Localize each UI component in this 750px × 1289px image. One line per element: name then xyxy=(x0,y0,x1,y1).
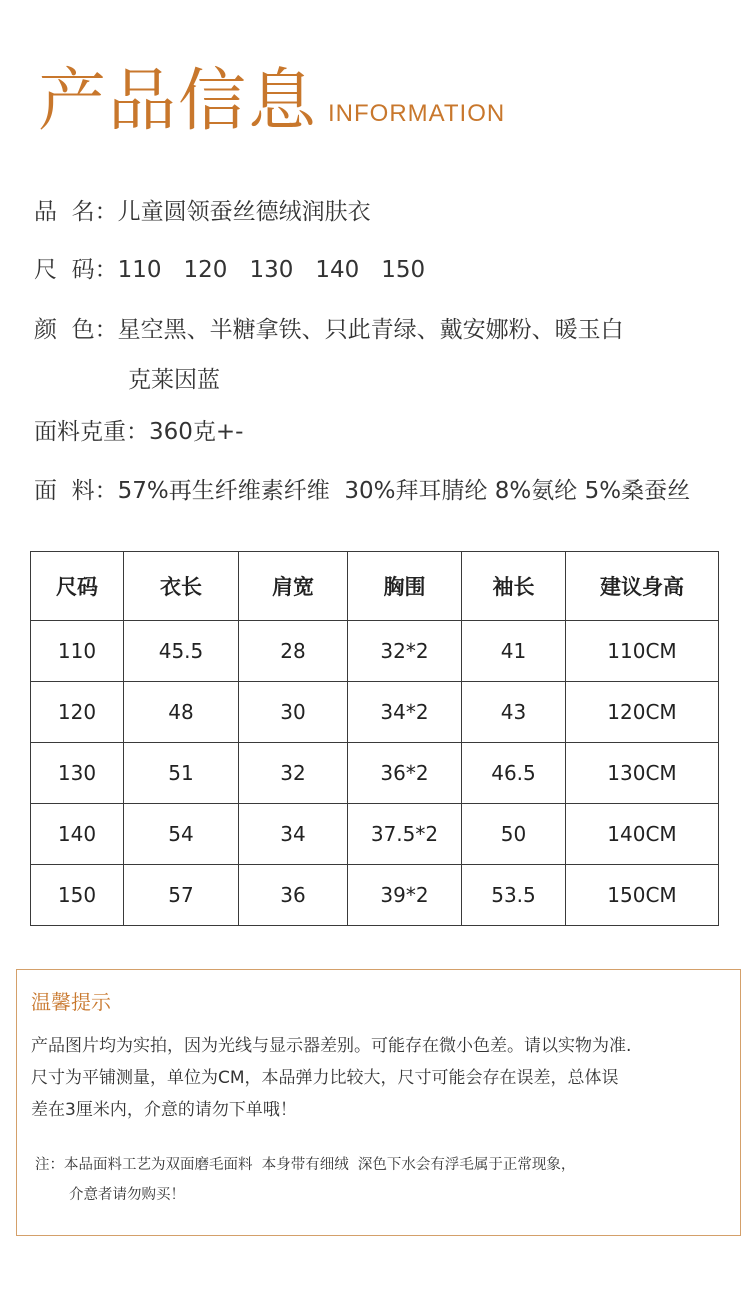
table-cell: 51 xyxy=(124,743,239,804)
table-cell: 34*2 xyxy=(348,682,462,743)
table-cell: 37.5*2 xyxy=(348,804,462,865)
table-row xyxy=(31,804,719,865)
table-cell: 54 xyxy=(124,804,239,865)
column-header: 肩宽 xyxy=(239,552,348,621)
column-header: 建议身高 xyxy=(566,552,719,621)
size-row xyxy=(34,251,447,284)
table-cell: 140CM xyxy=(566,804,719,865)
table-cell: 41 xyxy=(462,621,566,682)
table-row xyxy=(31,865,719,926)
table-cell: 36*2 xyxy=(348,743,462,804)
table-cell: 43 xyxy=(462,682,566,743)
column-header: 尺码 xyxy=(31,552,124,621)
product-name-row xyxy=(34,193,371,226)
table-cell: 110CM xyxy=(566,621,719,682)
weight-value: 360克+- xyxy=(149,419,244,445)
size-label: 尺 码： xyxy=(34,257,118,283)
fabric-note xyxy=(35,1150,575,1210)
product-name-label: 品 名： xyxy=(34,199,118,225)
size-value: 140 xyxy=(315,257,360,283)
column-header: 袖长 xyxy=(462,552,566,621)
warm-tips-line: 差在3厘米内，介意的请勿下单哦！ xyxy=(31,1100,297,1120)
fabric-note-line: 介意者请勿购买！ xyxy=(69,1187,185,1203)
color-value: 星空黑、半糖拿铁、只此青绿、戴安娜粉、暖玉白 xyxy=(117,317,624,343)
warm-tips-line: 产品图片均为实拍，因为光线与显示器差别。可能存在微小色差。请以实物为准. xyxy=(31,1036,632,1056)
fabric-row xyxy=(34,472,690,505)
table-row xyxy=(31,621,719,682)
table-cell: 34 xyxy=(239,804,348,865)
table-cell: 50 xyxy=(462,804,566,865)
table-cell: 32 xyxy=(239,743,348,804)
table-cell: 36 xyxy=(239,865,348,926)
color-label: 颜 色： xyxy=(34,317,118,343)
warm-tips-title: 温馨提示 xyxy=(31,990,111,1014)
table-cell: 48 xyxy=(124,682,239,743)
table-cell: 150 xyxy=(31,865,124,926)
size-value: 150 xyxy=(381,257,426,283)
table-cell: 45.5 xyxy=(124,621,239,682)
weight-row xyxy=(34,413,243,446)
fabric-note-line: 注：本品面料工艺为双面磨毛面料 本身带有细绒 深色下水会有浮毛属于正常现象， xyxy=(35,1157,576,1173)
table-cell: 120CM xyxy=(566,682,719,743)
table-row xyxy=(31,682,719,743)
table-cell: 120 xyxy=(31,682,124,743)
fabric-value: 57%再生纤维素纤维 30%拜耳腈纶 8%氨纶 5%桑蚕丝 xyxy=(117,478,691,504)
size-value: 120 xyxy=(183,257,228,283)
table-cell: 32*2 xyxy=(348,621,462,682)
page-subtitle: INFORMATION xyxy=(328,100,506,127)
column-header: 衣长 xyxy=(124,552,239,621)
size-value: 110 xyxy=(117,257,162,283)
table-cell: 57 xyxy=(124,865,239,926)
table-cell: 28 xyxy=(239,621,348,682)
page-header xyxy=(38,58,506,141)
column-header: 胸围 xyxy=(348,552,462,621)
product-name-value: 儿童圆领蚕丝德绒润肤衣 xyxy=(117,199,371,225)
table-cell: 46.5 xyxy=(462,743,566,804)
color-row-continued xyxy=(128,361,220,394)
table-cell: 53.5 xyxy=(462,865,566,926)
warm-tips-box xyxy=(16,969,741,1236)
table-cell: 130CM xyxy=(566,743,719,804)
table-cell: 150CM xyxy=(566,865,719,926)
size-chart-table xyxy=(30,551,719,926)
table-row xyxy=(31,743,719,804)
warm-tips-body xyxy=(31,1030,736,1126)
table-cell: 30 xyxy=(239,682,348,743)
weight-label: 面料克重： xyxy=(34,419,149,445)
table-cell: 39*2 xyxy=(348,865,462,926)
table-cell: 140 xyxy=(31,804,124,865)
warm-tips-line: 尺寸为平铺测量，单位为CM，本品弹力比较大，尺寸可能会存在误差，总体误 xyxy=(31,1068,619,1088)
table-header-row xyxy=(31,552,719,621)
table-cell: 110 xyxy=(31,621,124,682)
table-cell: 130 xyxy=(31,743,124,804)
size-values xyxy=(118,257,448,283)
page-title: 产品信息 xyxy=(38,62,319,141)
fabric-label: 面 料： xyxy=(34,478,118,504)
color-value-2: 克莱因蓝 xyxy=(128,367,220,393)
size-value: 130 xyxy=(249,257,294,283)
color-row xyxy=(34,311,624,344)
